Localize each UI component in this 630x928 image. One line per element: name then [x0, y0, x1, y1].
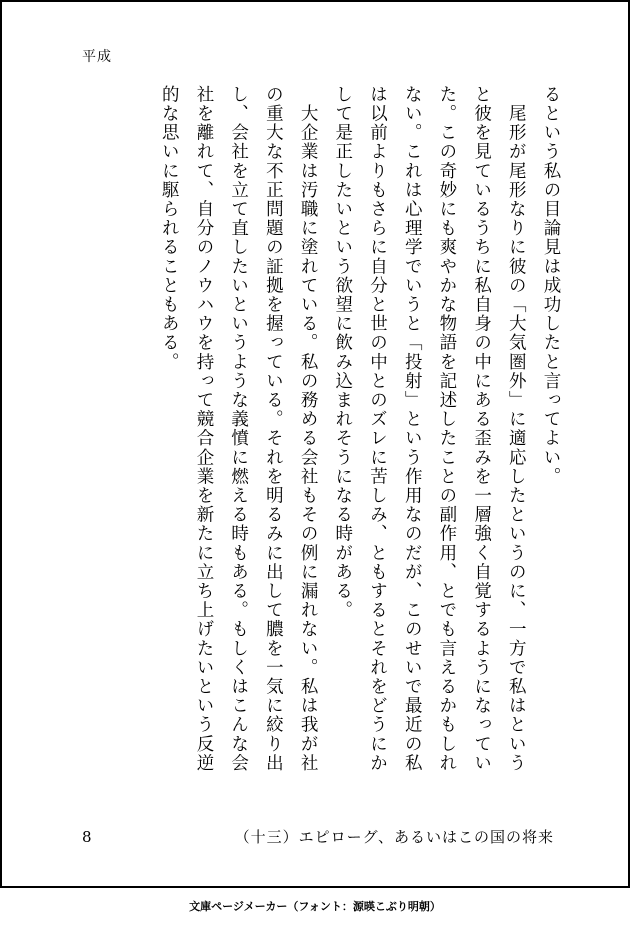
paragraph-1: るという私の目論見は成功したと言ってよい。 [541, 85, 561, 487]
vertical-body-text [68, 85, 568, 795]
paragraph-2: 尾形が尾形なりに彼の「大気圏外」に適応したというのに、一方で私はという と彼を見ているうちに私自身の中にある歪みを一層強く自覚するようになってい た。この奇妙にも爽やかな物語を記述したことの副作用、とでも言えるかもしれ ない。これは心理学でいうと「投射」という作用なのだが、このせいで最近の私 は以前よりもさらに自分と世の中とのズレに苦しみ、ともするとそれをどうにか して是正したいという欲望に飲み込まれそうになる時がある。 [332, 85, 527, 773]
page-number: 8 [82, 828, 92, 846]
running-header: 平成 [82, 49, 112, 65]
chapter-title: （十三）エピローグ、あるいはこの国の将来 [234, 828, 554, 846]
paragraph-3: 大企業は汚職に塗れている。私の務める会社もその例に漏れない。私は我が社 の重大な不正問題の証拠を握っている。それを明るみに出して膿を一気に絞り出 し、会社を立て直したいというような義憤に燃える時もある。もしくはこんな会 社を離れて、自分のノウハウを持って競合企業を新たに立ち上げたいという反逆 的な思いに駆られることもある。 [159, 85, 319, 773]
generator-credit: 文庫ページメーカー（フォント：源暎こぶり明朝） [189, 900, 441, 913]
